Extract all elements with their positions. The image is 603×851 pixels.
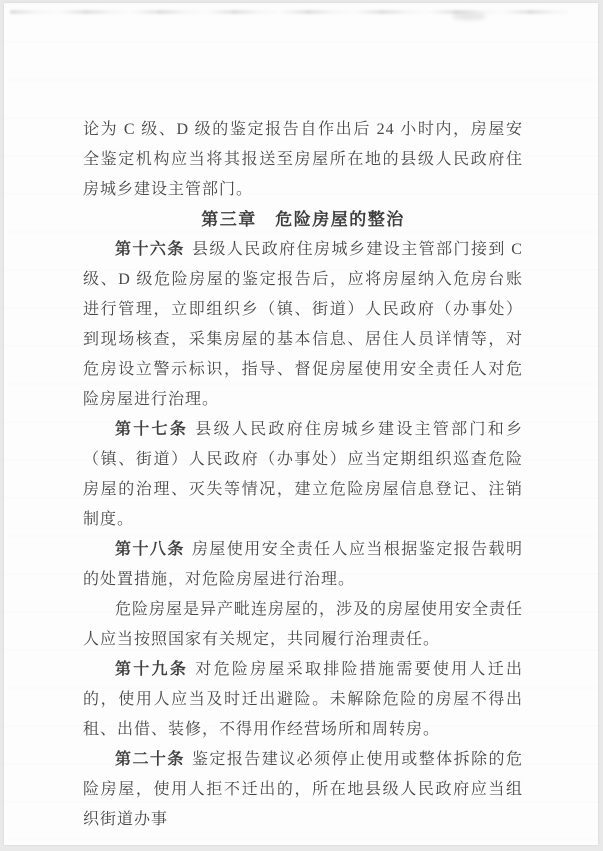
article-16-number: 第十六条 (115, 241, 185, 258)
scan-artifact-line (10, 10, 568, 14)
scan-artifact-smudge (452, 13, 486, 20)
article-16-text: 县级人民政府住房城乡建设主管部门接到 C 级、D 级危险房屋的鉴定报告后，应将房屋纳入危房台账进行管理，立即组织乡（镇、街道）人民政府（办事处）到现场核查，采集房屋的基本信息、居住人员详情等，对危房设立警示标识，指导、督促房屋使用安全责任人对危险房屋进行治理。 (83, 241, 523, 408)
article-19-number: 第十九条 (115, 661, 189, 678)
article-20 (83, 745, 523, 835)
article-17 (83, 415, 523, 535)
paragraph-continuation: 论为 C 级、D 级的鉴定报告自作出后 24 小时内，房屋安全鉴定机构应当将其报送至房屋所在地的县级人民政府住房城乡建设主管部门。 (83, 121, 523, 198)
document-page (4, 3, 598, 845)
article-17-text: 县级人民政府住房城乡建设主管部门和乡（镇、街道）人民政府（办事处）应当定期组织巡查危险房屋的治理、灭失等情况，建立危险房屋信息登记、注销制度。 (83, 421, 523, 528)
chapter-heading: 第三章 危险房屋的整治 (201, 210, 405, 229)
article-19-text: 对危险房屋采取排险措施需要使用人迁出的，使用人应当及时迁出避险。未解除危险的房屋不得出租、出借、装修，不得用作经营场所和周转房。 (83, 661, 523, 738)
article-18-number: 第十八条 (115, 541, 185, 558)
document-text (83, 115, 523, 835)
article-19 (83, 655, 523, 745)
article-20-number: 第二十条 (115, 751, 185, 768)
article-18 (83, 535, 523, 595)
article-20-text: 鉴定报告建议必须停止使用或整体拆除的危险房屋，使用人拒不迁出的，所在地县级人民政府应当组织街道办事 (83, 751, 523, 828)
article-18-text: 房屋使用安全责任人应当根据鉴定报告载明的处置措施，对危险房屋进行治理。 (83, 541, 523, 588)
article-16 (83, 235, 523, 415)
article-18-subparagraph: 危险房屋是异产毗连房屋的，涉及的房屋使用安全责任人应当按照国家有关规定，共同履行治理责任。 (83, 601, 524, 648)
article-17-number: 第十七条 (115, 421, 189, 438)
